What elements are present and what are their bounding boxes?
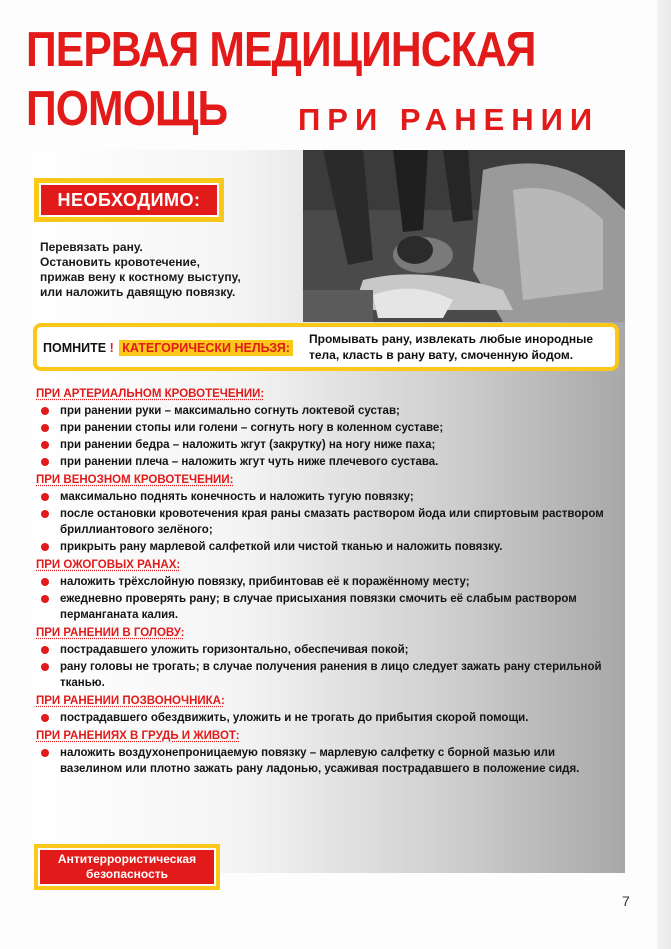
necessary-line: Остановить кровотечение,: [40, 255, 200, 269]
list-item: максимально поднять конечность и наложить тугую повязку;: [36, 489, 616, 505]
remember-label: [43, 341, 293, 355]
section-heading: ПРИ АРТЕРИАЛЬНОМ КРОВОТЕЧЕНИИ:: [36, 388, 265, 400]
section-chest: [36, 729, 616, 777]
section-burns: [36, 558, 616, 623]
list-item: ежедневно проверять рану; в случае присыхания повязки смочить её слабым раствором перманганата калия.: [36, 591, 616, 623]
list-item: наложить воздухонепроницаемую повязку – марлевую салфетку с борной мазью или вазелином или плотно зажать рану ладонью, усаживая пострадавшего в положение сидя.: [36, 745, 616, 777]
necessary-line: или наложить давящую повязку.: [40, 285, 236, 299]
list-item: пострадавшего уложить горизонтально, обеспечивая покой;: [36, 642, 616, 658]
instruction-sections: [36, 384, 616, 778]
first-aid-photo: [303, 150, 625, 322]
photo-illustration: [303, 150, 625, 322]
list-item: рану головы не трогать; в случае получения ранения в лицо следует зажать рану стерильной тканью.: [36, 659, 616, 691]
section-head-injury: [36, 626, 616, 691]
forbidden-text: Промывать рану, извлекать любые инородные тела, класть в рану вату, смоченную йодом.: [309, 332, 594, 362]
list-item: прикрыть рану марлевой салфеткой или чистой тканью и наложить повязку.: [36, 539, 616, 555]
section-arterial: [36, 387, 616, 470]
page-number: 7: [622, 893, 630, 909]
necessary-label: НЕОБХОДИМО:: [39, 183, 219, 217]
list-item: при ранении стопы или голени – согнуть ногу в коленном суставе;: [36, 420, 616, 436]
list-item: при ранении руки – максимально согнуть локтевой сустав;: [36, 403, 616, 419]
section-spine: [36, 694, 616, 726]
necessary-instructions: [40, 240, 300, 300]
necessary-line: Перевязать рану.: [40, 240, 143, 254]
necessary-badge: [34, 178, 224, 222]
remember-word: ПОМНИТЕ: [43, 341, 107, 355]
list-item: при ранении плеча – наложить жгут чуть ниже плечевого сустава.: [36, 454, 616, 470]
section-heading: ПРИ ВЕНОЗНОМ КРОВОТЕЧЕНИИ:: [36, 474, 234, 486]
antiterror-label: [38, 848, 216, 886]
forbidden-label: КАТЕГОРИЧЕСКИ НЕЛЬЗЯ:: [119, 340, 293, 356]
antiterror-line: безопасность: [85, 867, 169, 881]
list-item: пострадавшего обездвижить, уложить и не трогать до прибытия скорой помощи.: [36, 710, 616, 726]
title-line-3: ПРИ РАНЕНИИ: [298, 102, 600, 137]
remember-exclamation: !: [109, 341, 114, 355]
section-heading: ПРИ РАНЕНИИ В ГОЛОВУ:: [36, 627, 185, 639]
list-item: при ранении бедра – наложить жгут (закрутку) на ногу ниже паха;: [36, 437, 616, 453]
section-venous: [36, 473, 616, 555]
necessary-line: прижав вену к костному выступу,: [40, 270, 241, 284]
antiterror-line: Антитеррористическая: [57, 852, 197, 866]
section-heading: ПРИ РАНЕНИИ ПОЗВОНОЧНИКА:: [36, 695, 225, 707]
list-item: после остановки кровотечения края раны смазать раствором йода или спиртовым раствором бриллиантового зелёного;: [36, 506, 616, 538]
title-line-1: ПЕРВАЯ МЕДИЦИНСКАЯ: [26, 23, 536, 77]
section-heading: ПРИ ОЖОГОВЫХ РАНАХ:: [36, 559, 181, 571]
title-line-2: ПОМОЩЬ: [26, 82, 228, 136]
list-item: наложить трёхслойную повязку, прибинтовав её к поражённому месту;: [36, 574, 616, 590]
page-edge: [657, 0, 671, 949]
section-heading: ПРИ РАНЕНИЯХ В ГРУДЬ И ЖИВОТ:: [36, 730, 240, 742]
antiterror-badge: [34, 844, 220, 890]
remember-box: [33, 323, 619, 371]
